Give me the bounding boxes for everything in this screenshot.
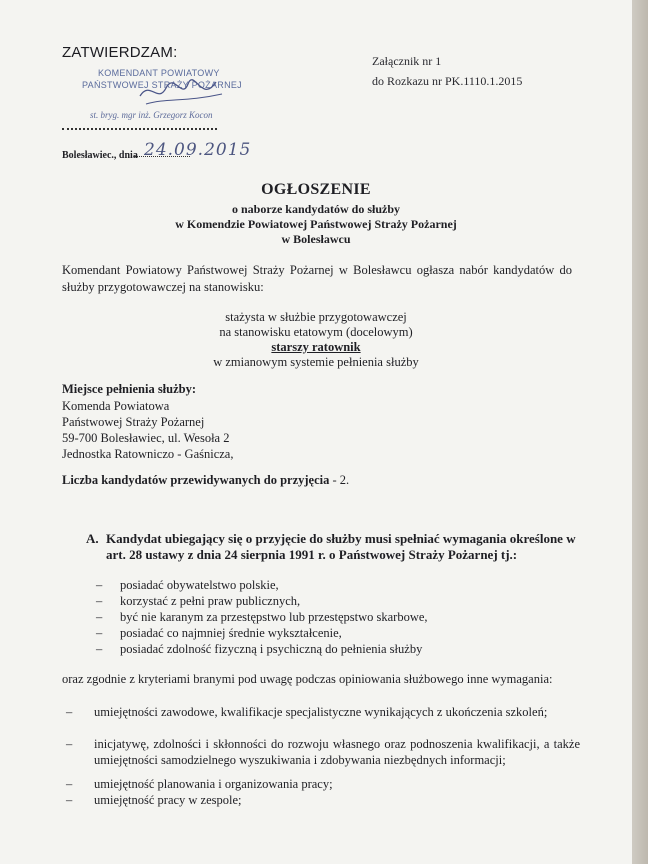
requirement-item — [96, 610, 428, 625]
requirement-item — [96, 594, 301, 609]
list-dash: – — [96, 610, 103, 624]
section-a — [86, 531, 588, 563]
requirement-text: posiadać zdolność fizyczną i psychiczną do pełnienia służby — [120, 642, 423, 656]
candidate-count-label: Liczba kandydatów przewidywanych do przyjęcia — [62, 473, 330, 487]
date-label: Bolesławiec., dnia — [62, 150, 138, 161]
position-line-4: w zmianowym systemie pełnienia służby — [213, 355, 419, 369]
requirement-text: być nie karanym za przestępstwo lub przestępstwo skarbowe, — [120, 610, 428, 624]
handwritten-date: 24.09.2015 — [144, 140, 252, 160]
requirement-item — [96, 642, 423, 657]
additional-item — [66, 704, 580, 720]
list-dash: – — [96, 594, 103, 608]
additional-item — [66, 776, 580, 792]
list-dash: – — [66, 705, 73, 719]
requirement-item — [96, 626, 342, 641]
section-a-text: Kandydat ubiegający się o przyjęcie do służby musi spełniać wymagania określone w art. 28 ustawy z dnia 24 sierpnia 1991 r. o Państwowej Straży Pożarnej tj.: — [106, 531, 576, 562]
annex-number: Załącznik nr 1 — [372, 54, 442, 68]
place-line-1: Komenda Powiatowa — [62, 399, 170, 413]
signature-scribble — [136, 74, 226, 114]
requirement-text: korzystać z pełni praw publicznych, — [120, 594, 301, 608]
list-dash: – — [96, 626, 103, 640]
additional-item — [66, 736, 580, 768]
signature-dotted-line — [62, 122, 217, 130]
annex-order-ref: do Rozkazu nr PK.1110.1.2015 — [372, 74, 523, 88]
stamp-name: st. bryg. mgr inż. Grzegorz Kocon — [90, 110, 213, 120]
place-line-2: Państwowej Straży Pożarnej — [62, 415, 205, 429]
intro-paragraph: Komendant Powiatowy Państwowej Straży Pożarnej w Bolesławcu ogłasza nabór kandydatów do służby przygotowawczej na stanowisku: — [62, 263, 572, 294]
page-edge-shadow — [632, 0, 648, 864]
requirement-item — [96, 578, 279, 593]
stamp-line-1: KOMENDANT POWIATOWY — [98, 68, 220, 78]
candidate-count — [62, 473, 349, 488]
requirement-text: posiadać co najmniej średnie wykształcenie, — [120, 626, 342, 640]
list-dash: – — [66, 793, 73, 807]
additional-requirements-intro: oraz zgodnie z kryteriami branymi pod uwagę podczas opiniowania służbowego inne wymagania: — [62, 672, 553, 686]
title-sub-3: w Bolesławcu — [281, 232, 351, 246]
title-sub-2: w Komendzie Powiatowej Państwowej Straży Pożarnej — [175, 217, 457, 231]
additional-item — [66, 792, 580, 808]
list-dash: – — [96, 578, 103, 592]
list-dash: – — [96, 642, 103, 656]
position-title: starszy ratownik — [271, 340, 361, 354]
place-heading: Miejsce pełnienia służby: — [62, 382, 197, 396]
additional-text: inicjatywę, zdolności i skłonności do rozwoju własnego oraz podnoszenia kwalifikacji, a także umiejętności samodzielnego wyszukiwania i zdobywania niezbędnych informacji; — [94, 737, 580, 767]
place-line-3: 59-700 Bolesławiec, ul. Wesoła 2 — [62, 431, 230, 445]
requirement-text: posiadać obywatelstwo polskie, — [120, 578, 279, 592]
list-dash: – — [66, 737, 73, 751]
stamp-line-2: PAŃSTWOWEJ STRAŻY POŻARNEJ — [82, 80, 242, 90]
approve-title: ZATWIERDZAM: — [62, 44, 178, 61]
title-sub-1: o naborze kandydatów do służby — [231, 202, 401, 216]
candidate-count-value: - 2. — [332, 473, 350, 487]
announcement-title: OGŁOSZENIE — [261, 181, 371, 198]
list-dash: – — [66, 777, 73, 791]
additional-text: umiejętność pracy w zespole; — [94, 793, 242, 807]
section-a-letter: A. — [86, 531, 99, 546]
position-line-2: na stanowisku etatowym (docelowym) — [219, 325, 413, 339]
additional-text: umiejętność planowania i organizowania pracy; — [94, 777, 333, 791]
additional-text: umiejętności zawodowe, kwalifikacje specjalistyczne wynikających z ukończenia szkoleń; — [94, 705, 548, 719]
place-line-4: Jednostka Ratowniczo - Gaśnicza, — [62, 447, 234, 461]
position-line-1: stażysta w służbie przygotowawczej — [225, 310, 407, 324]
